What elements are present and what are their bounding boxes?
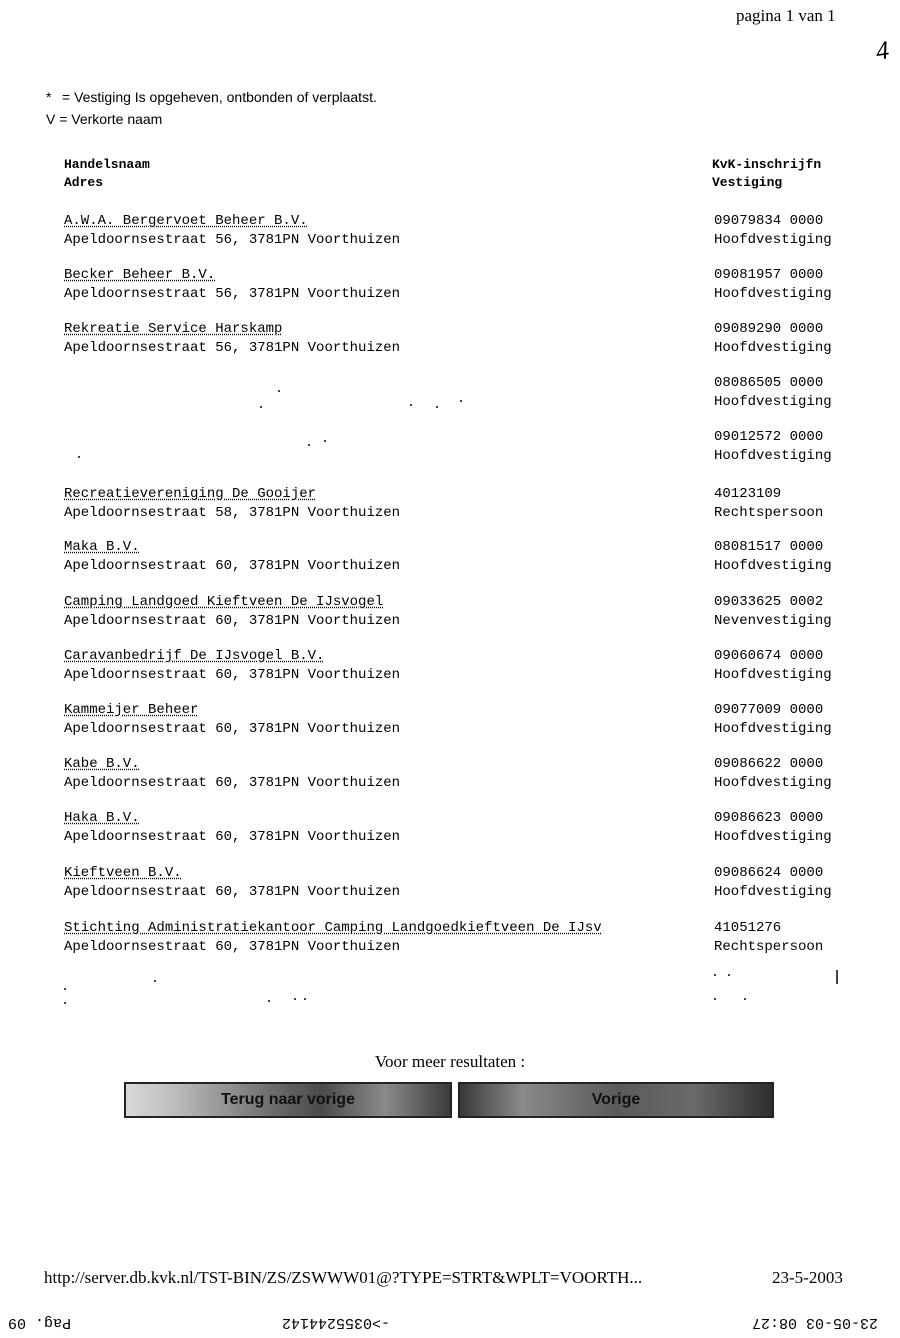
address-text: Apeldoornsestraat 60, 3781PN Voorthuizen — [64, 829, 401, 845]
result-right-cell — [714, 701, 832, 739]
previous-label: Vorige — [591, 1091, 641, 1108]
establishment-type: Hoofdvestiging — [714, 775, 832, 791]
result-left-cell — [64, 647, 400, 685]
handwritten-page-mark: 4 — [873, 35, 891, 66]
result-right-cell — [714, 593, 832, 631]
result-right-cell — [714, 212, 832, 250]
result-left-cell — [64, 919, 602, 957]
previous-button[interactable] — [458, 1082, 774, 1118]
column-header-right — [712, 156, 821, 192]
establishment-type: Hoofdvestiging — [714, 884, 832, 900]
establishment-type: Hoofdvestiging — [714, 394, 832, 410]
result-row — [64, 593, 864, 633]
result-row — [64, 538, 864, 578]
result-row — [64, 266, 864, 306]
result-row — [64, 701, 864, 741]
footer-date: 23-5-2003 — [772, 1268, 843, 1287]
address-text: Apeldoornsestraat 60, 3781PN Voorthuizen — [64, 667, 401, 683]
trade-name-link[interactable]: A.W.A. Bergervoet Beheer B.V. — [64, 213, 308, 229]
fax-datetime: 23-05-03 08:27 — [752, 1314, 879, 1331]
footer-url: http://server.db.kvk.nl/TST-BIN/ZS/ZSWWW01@?TYPE=STRT&WPLT=VOORTH... — [44, 1268, 643, 1287]
address-text: Apeldoornsestraat 56, 3781PN Voorthuizen — [64, 286, 401, 302]
result-left-cell — [64, 320, 400, 358]
legend — [46, 86, 377, 130]
header-adres: Adres — [64, 175, 104, 190]
result-right-cell — [714, 919, 823, 957]
trade-name-link[interactable]: Caravanbedrijf De IJsvogel B.V. — [64, 648, 325, 664]
kvk-number: 09079834 0000 — [714, 213, 824, 229]
kvk-number: 09060674 0000 — [714, 648, 824, 664]
column-header-left — [64, 156, 150, 192]
trade-name-link[interactable]: Rekreatie Service Harskamp — [64, 321, 283, 337]
legend-star-text: = Vestiging Is opgeheven, ontbonden of verplaatst. — [62, 89, 377, 105]
trade-name-link[interactable]: Haka B.V. — [64, 810, 140, 826]
trade-name-link[interactable]: Recreatievereniging De Gooijer — [64, 486, 317, 502]
kvk-number: 08081517 0000 — [714, 539, 824, 555]
establishment-type: Rechtspersoon — [714, 505, 824, 521]
kvk-number: 09033625 0002 — [714, 594, 824, 610]
address-text: Apeldoornsestraat 60, 3781PN Voorthuizen — [64, 884, 401, 900]
result-row — [64, 809, 864, 849]
result-left-cell — [64, 593, 400, 631]
result-left-cell — [64, 266, 400, 304]
legend-star-line — [46, 86, 377, 108]
establishment-type: Hoofdvestiging — [714, 829, 832, 845]
trade-name-link[interactable]: Maka B.V. — [64, 539, 140, 555]
scan-noise — [64, 968, 864, 1008]
kvk-number: 09081957 0000 — [714, 267, 824, 283]
result-left-cell — [64, 538, 400, 576]
establishment-type: Hoofdvestiging — [714, 232, 832, 248]
result-right-cell — [714, 266, 832, 304]
result-left-cell — [64, 755, 400, 793]
kvk-number: 09012572 0000 — [714, 429, 824, 445]
result-row — [64, 212, 864, 252]
result-right-cell — [714, 755, 832, 793]
establishment-type: Nevenvestiging — [714, 613, 832, 629]
trade-name-link[interactable]: Kammeijer Beheer — [64, 702, 199, 718]
address-text: Apeldoornsestraat 56, 3781PN Voorthuizen — [64, 232, 401, 248]
result-row — [64, 647, 864, 687]
back-to-previous-label: Terug naar vorige — [221, 1091, 355, 1108]
scan-noise — [64, 440, 864, 480]
establishment-type: Hoofdvestiging — [714, 667, 832, 683]
establishment-type: Hoofdvestiging — [714, 286, 832, 302]
address-text: Apeldoornsestraat 60, 3781PN Voorthuizen — [64, 775, 401, 791]
address-text: Apeldoornsestraat 56, 3781PN Voorthuizen — [64, 340, 401, 356]
result-row — [64, 485, 864, 525]
fax-number: ->0355244142 — [282, 1314, 391, 1331]
result-left-cell — [64, 809, 400, 847]
legend-star-symbol: * — [46, 89, 52, 105]
kvk-number: 09089290 0000 — [714, 321, 824, 337]
legend-v-line: V = Verkorte naam — [46, 111, 163, 127]
trade-name-link[interactable]: Stichting Administratiekantoor Camping Landgoedkieftveen De IJsv — [64, 920, 602, 936]
result-right-cell — [714, 647, 832, 685]
more-results-label: Voor meer resultaten : — [374, 1052, 526, 1071]
result-row — [64, 755, 864, 795]
result-right-cell — [714, 809, 832, 847]
establishment-type: Hoofdvestiging — [714, 448, 832, 464]
address-text: Apeldoornsestraat 60, 3781PN Voorthuizen — [64, 558, 401, 574]
result-right-cell — [714, 320, 832, 358]
scan-noise — [64, 388, 864, 428]
result-right-cell — [714, 538, 832, 576]
result-left-cell — [64, 485, 400, 523]
establishment-type: Rechtspersoon — [714, 939, 824, 955]
kvk-number: 09086622 0000 — [714, 756, 824, 772]
trade-name-link[interactable]: Camping Landgoed Kieftveen De IJsvogel — [64, 594, 384, 610]
result-row — [64, 320, 864, 360]
address-text: Apeldoornsestraat 60, 3781PN Voorthuizen — [64, 721, 401, 737]
kvk-number: 09086623 0000 — [714, 810, 824, 826]
result-left-cell — [64, 864, 400, 902]
result-left-cell — [64, 701, 400, 739]
establishment-type: Hoofdvestiging — [714, 721, 832, 737]
trade-name-link[interactable]: Kabe B.V. — [64, 756, 140, 772]
page-label: pagina 1 van 1 — [736, 6, 836, 25]
result-left-cell — [64, 212, 400, 250]
trade-name-link[interactable]: Becker Beheer B.V. — [64, 267, 216, 283]
kvk-number: 40123109 — [714, 486, 782, 502]
address-text: Apeldoornsestraat 60, 3781PN Voorthuizen — [64, 939, 401, 955]
header-kvk-inschrijfnummer: KvK-inschrijfn — [712, 157, 822, 172]
kvk-number: 09077009 0000 — [714, 702, 824, 718]
establishment-type: Hoofdvestiging — [714, 340, 832, 356]
kvk-number: 41051276 — [714, 920, 782, 936]
kvk-number: 08086505 0000 — [714, 375, 824, 391]
address-text: Apeldoornsestraat 60, 3781PN Voorthuizen — [64, 613, 401, 629]
result-row — [64, 864, 864, 904]
address-text: Apeldoornsestraat 58, 3781PN Voorthuizen — [64, 505, 401, 521]
kvk-number: 09086624 0000 — [714, 865, 824, 881]
establishment-type: Hoofdvestiging — [714, 558, 832, 574]
result-row — [64, 919, 864, 959]
back-to-previous-button[interactable] — [124, 1082, 452, 1118]
result-right-cell — [714, 864, 832, 902]
header-vestiging: Vestiging — [712, 175, 783, 190]
trade-name-link[interactable]: Kieftveen B.V. — [64, 865, 182, 881]
result-right-cell — [714, 485, 823, 523]
fax-page-number: Pag. 09 — [8, 1314, 72, 1331]
header-handelsnaam: Handelsnaam — [64, 157, 150, 172]
